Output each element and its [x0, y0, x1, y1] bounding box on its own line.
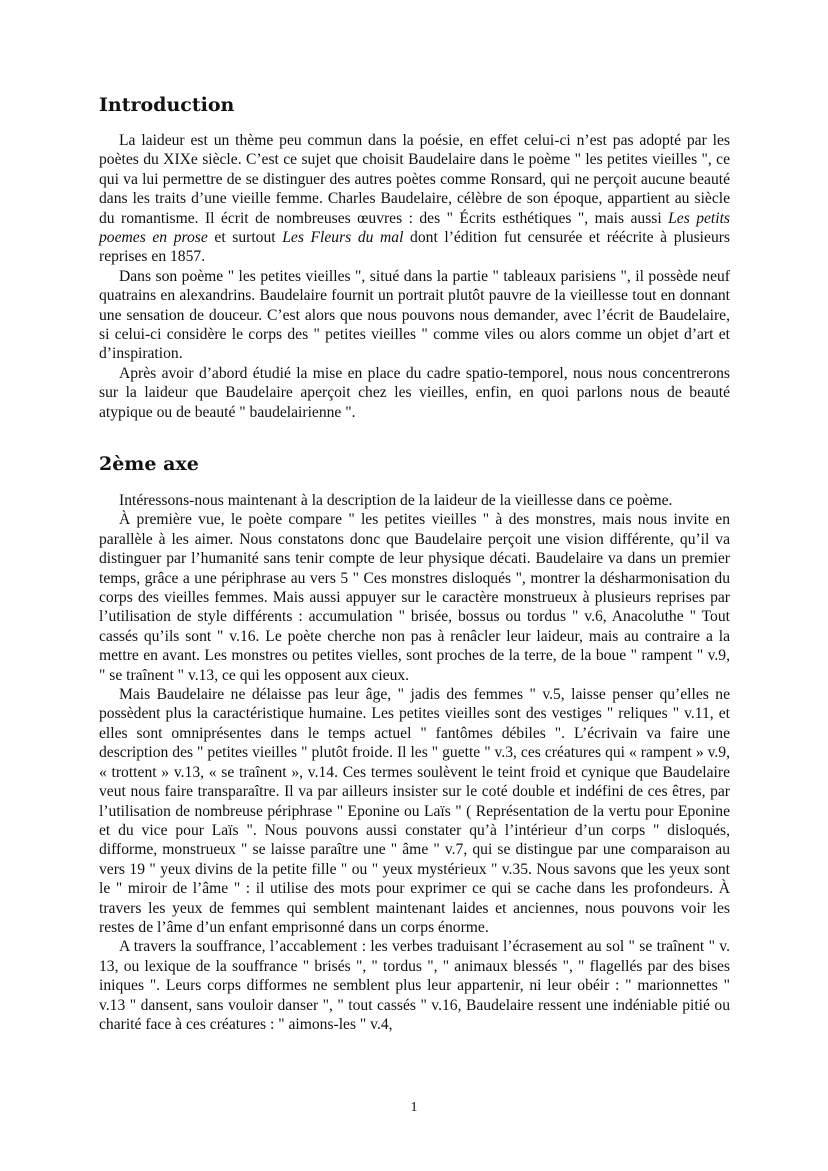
axe2-body — [99, 491, 730, 1034]
paragraph: Après avoir d’abord étudié la mise en place du cadre spatio-temporel, nous nous concentrerons sur la laideur que Baudelaire aperçoit chez les vieilles, enfin, en quoi parlons nous de beauté atypique ou de beauté " baudelairienne ". — [99, 364, 730, 421]
section-heading-introduction: Introduction — [99, 94, 235, 116]
section-heading-2eme-axe: 2ème axe — [99, 453, 199, 475]
paragraph: La laideur est un thème peu commun dans la poésie, en effet celui-ci n’est pas adopté par les poètes du XIXe siècle. C’est ce sujet que choisit Baudelaire dans le poème " les petites vieilles ", ce qui va lui permettre de se distinguer des autres poètes comme Ronsard, qui ne perçoit aucune beauté dans les traits d’une vieille femme. Charles Baudelaire, célèbre de son époque, appartient au siècle du romantisme. Il écrit de nombreuses œuvres : des " Écrits esthétiques ", mais aussi Les petits poemes en prose et surtout Les Fleurs du mal dont l’édition fut censurée et réécrite à plusieurs reprises en 1857. — [99, 132, 730, 266]
paragraph: Mais Baudelaire ne délaisse pas leur âge, " jadis des femmes " v.5, laisse penser qu’elles ne possèdent plus la caractéristique humaine. Les petites vieilles sont des vestiges " reliques " v.11, et elles sont omniprésentes dans le temps actuel " fantômes débiles ". L’écrivain va faire une description des " petites vieilles " plutôt froide. Il les " guette " v.3, ces créatures qui « rampent » v.9, « trottent » v.13, « se traînent », v.14. Ces termes soulèvent le teint froid et cynique que Baudelaire veut nous faire transparaître. Il va par ailleurs insister sur le coté double et indéfini de ces êtres, par l’utilisation de nombreuse périphrase " Eponine ou Laïs " ( Représentation de la vertu pour Eponine et du vice pour Laïs ". Nous pouvons aussi constater qu’à l’intérieur d’un corps " disloqués, difforme, monstrueux " se laisse paraître une " âme " v.7, qui se distingue par une comparaison au vers 19 " yeux divins de la petite fille " ou " yeux mystérieux " v.35. Nous savons que les yeux sont le " miroir de l’âme " : il utilise des mots pour exprimer ce qui se cache dans les profondeurs. À travers les yeux de femmes qui semblent maintenant laides et anciennes, nous pouvons voir les restes de l’âme d’un enfant emprisonné dans un corps énorme. — [99, 686, 730, 936]
paragraph: Intéressons-nous maintenant à la description de la laideur de la vieillesse dans ce poème. — [119, 492, 673, 509]
italic-title: Les petits poemes en prose — [99, 209, 730, 247]
introduction-body — [99, 131, 730, 422]
page-number: 1 — [410, 1100, 418, 1115]
paragraph: Dans son poème " les petites vieilles ", situé dans la partie " tableaux parisiens ", il possède neuf quatrains en alexandrins. Baudelaire fournit un portrait plutôt pauvre de la vieillesse tout en donnant une sensation de douceur. C’est alors que nous pouvons nous demander, avec l’écrit de Baudelaire, si celui-ci considère le corps des " petites vieilles " comme viles ou alors comme un objet d’art et d’inspiration. — [99, 267, 730, 363]
paragraph: A travers la souffrance, l’accablement : les verbes traduisant l’écrasement au sol " se traînent " v. 13, ou lexique de la souffrance " brisés ", " tordus ", " animaux blessés ", " flagellés par des bises iniques ". Leurs corps difformes ne semblent plus leur appartenir, ni leur obéir : " marionnettes " v.13 " dansent, sans vouloir danser ", " tout cassés " v.16, Baudelaire ressent une indéniable pitié ou charité face à ces créatures : " aimons-les " v.4, — [99, 938, 730, 1033]
paragraph: À première vue, le poète compare " les petites vieilles " à des monstres, mais nous invite en parallèle à les aimer. Nous constatons donc que Baudelaire perçoit une vision différente, qu’il va distinguer par l’humanité sans tenir compte de leur physique décati. Baudelaire va dans un premier temps, grâce a une périphrase au vers 5 " Ces monstres disloqués ", montrer la désharmonisation du corps des vieilles femmes. Mais aussi appuyer sur le caractère monstrueux à plusieurs reprises par l’utilisation de style différents : accumulation " brisée, bossus ou tordus " v.6, Anacoluthe " Tout cassés qu’ils sont " v.16. Le poète cherche non pas à renâcler leur laideur, mais au contraire a la mettre en avant. Les monstres ou petites vielles, sont proches de la terre, de la boue " rampent " v.9, " se traînent " v.13, ce qui les opposent aux cieux. — [99, 511, 730, 684]
italic-title: Les Fleurs du mal — [282, 229, 404, 247]
